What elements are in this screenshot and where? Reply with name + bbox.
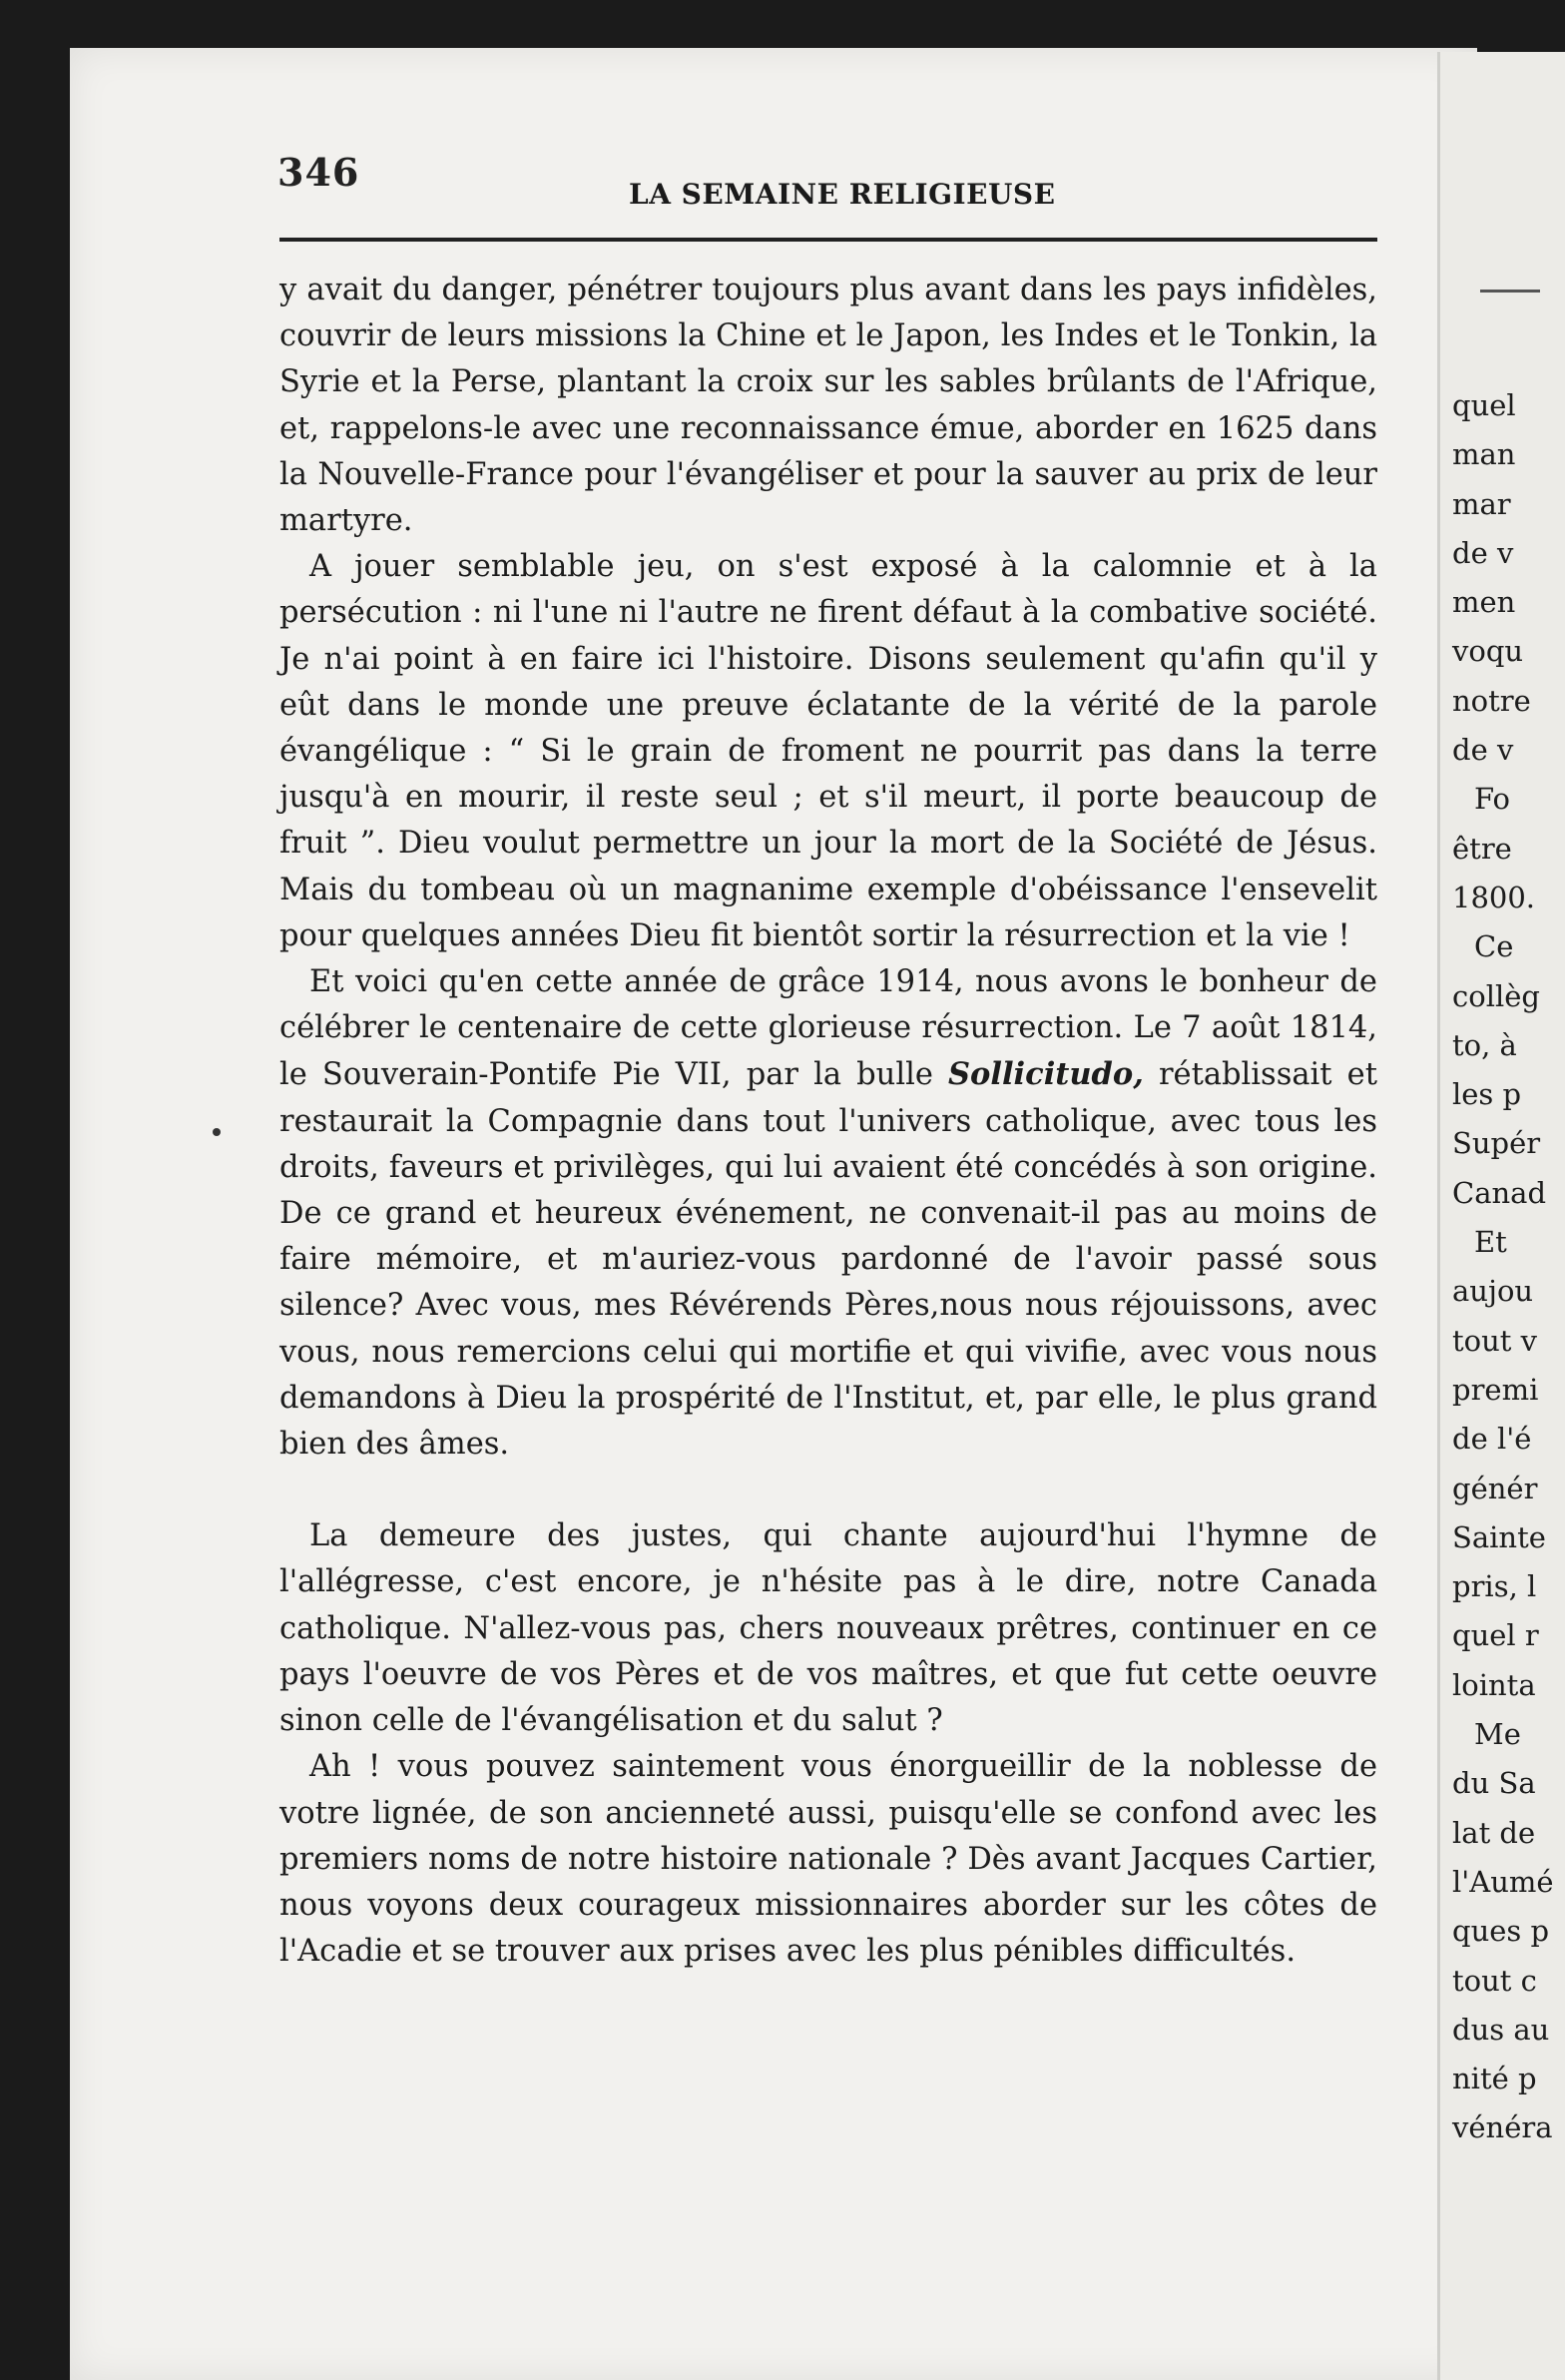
header-rule — [279, 238, 1377, 242]
facing-page-edge — [1437, 52, 1565, 2380]
facing-page-line: nité p — [1452, 2062, 1537, 2096]
facing-page-line: lointa — [1452, 1667, 1536, 1702]
facing-page-line: 1800. — [1452, 880, 1536, 914]
paragraph-text: Et voici qu'en cette année de grâce 1914, nous avons le bonheur de célébrer le centenaire de cette glorieuse résurrection. Le 7 août 1814, le Souverain-Pontife Pie VII, par la bulle — [279, 964, 1377, 1093]
facing-page-line: Ce — [1474, 929, 1514, 964]
facing-page-line: être — [1452, 831, 1512, 866]
paragraph — [279, 959, 1377, 1468]
facing-page-line: Sainte — [1452, 1519, 1546, 1554]
facing-page-line: men — [1452, 585, 1516, 620]
facing-page-line: vénéra — [1452, 2110, 1553, 2145]
facing-page-line: aujou — [1452, 1274, 1534, 1309]
facing-page-line: du Sa — [1452, 1766, 1536, 1801]
facing-page-line: notre — [1452, 683, 1531, 718]
facing-page-line: de v — [1452, 733, 1514, 768]
body-text — [279, 268, 1377, 1975]
facing-page-line: mar — [1452, 486, 1511, 521]
facing-page-line: ques p — [1452, 1914, 1550, 1949]
facing-page-line: quel r — [1452, 1618, 1539, 1653]
paragraph: y avait du danger, pénétrer toujours plus avant dans les pays infidèles, couvrir de leurs missions la Chine et le Japon, les Indes et le Tonkin, la Syrie et la Perse, plantant la croix sur les sables brûlants de l'Afrique, et, rappelons-le avec une reconnaissance émue, aborder en 1625 dans la Nouvelle-France pour l'évangéliser et pour la sauver au prix de leur martyre. — [279, 273, 1377, 539]
bull-title: Sollicitudo, — [948, 1056, 1144, 1093]
margin-mark — [213, 1128, 221, 1136]
facing-page-line: voqu — [1452, 634, 1524, 669]
paragraph: La demeure des justes, qui chante aujourd'hui l'hymne de l'allégresse, c'est encore, je n'hésite pas à le dire, notre Canada catholique. N'allez-vous pas, chers nouveaux prêtres, continuer en ce pays l'oeuvre de vos Pères et de vos maîtres, et que fut cette oeuvre sinon celle de l'évangélisation et du salut ? — [279, 1518, 1377, 1739]
facing-page-line: premi — [1452, 1372, 1539, 1407]
facing-page-line: les p — [1452, 1077, 1522, 1112]
facing-page-line: génér — [1452, 1471, 1538, 1505]
running-head: LA SEMAINE RELIGIEUSE — [629, 178, 1056, 211]
facing-page-line: de l'é — [1452, 1422, 1532, 1457]
facing-page-line: tout v — [1452, 1323, 1538, 1358]
facing-page-line: dus au — [1452, 2012, 1550, 2047]
paragraph: Ah ! vous pouvez saintement vous énorgueillir de la noblesse de votre lignée, de son ancienneté aussi, puisqu'elle se confond avec les premiers noms de notre histoire nationale ? Dès avant Jacques Cartier, nous voyons deux courageux missionnaires aborder sur les côtes de l'Acadie et se trouver aux prises avec les plus pénibles difficultés. — [279, 1749, 1377, 1970]
facing-page-line: Supér — [1452, 1126, 1541, 1161]
page-header — [279, 150, 1377, 210]
facing-header-rule — [1480, 290, 1540, 293]
facing-page-line: Me — [1474, 1717, 1521, 1752]
facing-page-line: Canad — [1452, 1175, 1547, 1210]
paragraph: A jouer semblable jeu, on s'est exposé à la calomnie et à la persécution : ni l'une ni l'autre ne firent défaut à la combative société. Je n'ai point à en faire ici l'histoire. Disons seulement qu'afin qu'il y eût dans le monde une preuve éclatante de la vérité de la parole évangélique : “ Si le grain de froment ne pourrit pas dans la terre jusqu'à en mourir, il reste seul ; et s'il meurt, il porte beaucoup de fruit ”. Dieu voulut permettre un jour la mort de la Société de Jésus. Mais du tombeau où un magnanime exemple d'obéissance l'ensevelit pour quelques années Dieu fit bientôt sortir la résurrection et la vie ! — [279, 549, 1377, 953]
facing-page-line: to, à — [1452, 1027, 1517, 1062]
facing-page-line: Fo — [1474, 782, 1510, 817]
facing-page-line: Et — [1474, 1225, 1507, 1260]
facing-page-line: collèg — [1452, 978, 1540, 1013]
facing-page-line: de v — [1452, 535, 1514, 570]
page-number: 346 — [277, 150, 360, 195]
facing-page-line: man — [1452, 437, 1516, 472]
section-gap — [279, 1468, 1377, 1513]
paragraph-text: rétablissait et restaurait la Compagnie dans tout l'univers catholique, avec tous les droits, faveurs et privilèges, qui lui avaient été concédés à son origine. De ce grand et heureux événement, ne convenait-il pas au moins de faire mémoire, et m'auriez-vous pardonné de l'avoir passé sous silence? Avec vous, mes Révérends Pères,nous nous réjouissons, avec vous, nous remercions celui qui mortifie et qui vivifie, avec vous nous demandons à Dieu la prospérité de l'Institut, et, par elle, le plus grand bien des âmes. — [279, 1057, 1377, 1463]
facing-page-line: quel — [1452, 388, 1516, 422]
facing-page-line: l'Aumé — [1452, 1864, 1554, 1899]
facing-page-line: lat de — [1452, 1815, 1536, 1850]
facing-page-line: tout c — [1452, 1963, 1537, 1998]
facing-page-line: pris, l — [1452, 1569, 1537, 1604]
facing-page-text — [1452, 381, 1554, 2153]
